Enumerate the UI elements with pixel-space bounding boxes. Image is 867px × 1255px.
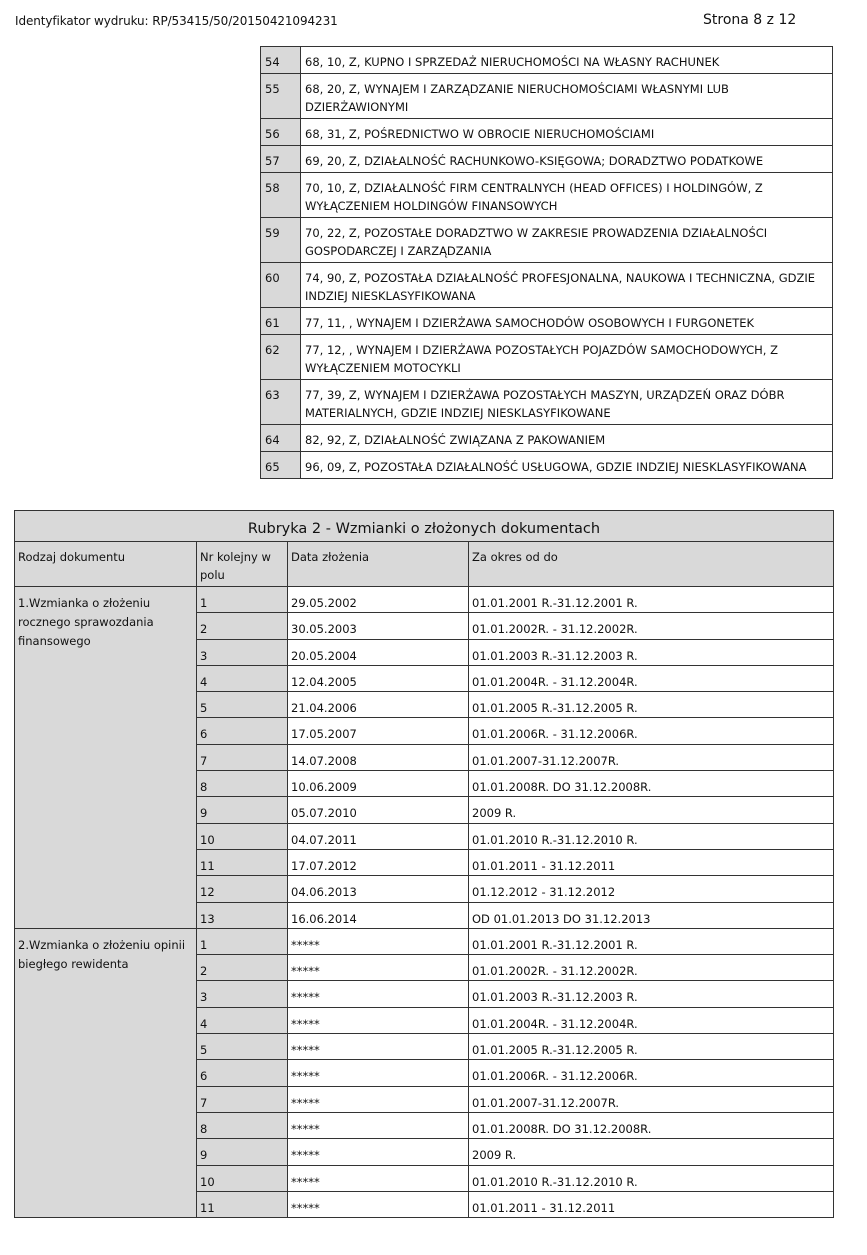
sequence-number-cell: 12 (197, 876, 288, 902)
sequence-number-cell: 4 (197, 665, 288, 691)
sequence-number-cell: 11 (197, 1191, 288, 1217)
col-header-document-type: Rodzaj dokumentu (15, 542, 197, 587)
sequence-number-cell: 5 (197, 1034, 288, 1060)
filing-date-cell: ***** (288, 1139, 469, 1165)
sequence-number-cell: 4 (197, 1007, 288, 1033)
rubryka-2-table (14, 510, 834, 1218)
pkd-row (261, 452, 833, 479)
sequence-number-cell: 3 (197, 639, 288, 665)
pkd-row-number: 54 (261, 47, 301, 74)
filing-date-cell: 16.06.2014 (288, 902, 469, 928)
pkd-row-number: 63 (261, 380, 301, 425)
period-cell: 01.01.2008R. DO 31.12.2008R. (469, 771, 834, 797)
period-cell: 01.01.2004R. - 31.12.2004R. (469, 1007, 834, 1033)
period-cell: 01.01.2003 R.-31.12.2003 R. (469, 981, 834, 1007)
period-cell: 2009 R. (469, 1139, 834, 1165)
filing-date-cell: ***** (288, 1112, 469, 1138)
pkd-row (261, 425, 833, 452)
period-cell: 01.01.2010 R.-31.12.2010 R. (469, 823, 834, 849)
filing-date-cell: ***** (288, 1086, 469, 1112)
pkd-row-description: 82, 92, Z, DZIAŁALNOŚĆ ZWIĄZANA Z PAKOWANIEM (301, 425, 833, 452)
sequence-number-cell: 9 (197, 797, 288, 823)
period-cell: 01.01.2006R. - 31.12.2006R. (469, 1060, 834, 1086)
sequence-number-cell: 7 (197, 744, 288, 770)
pkd-row-description: 70, 10, Z, DZIAŁALNOŚĆ FIRM CENTRALNYCH (HEAD OFFICES) I HOLDINGÓW, Z WYŁĄCZENIEM HOLDINGÓW FINANSOWYCH (301, 173, 833, 218)
col-header-filing-date: Data złożenia (288, 542, 469, 587)
pkd-row-number: 65 (261, 452, 301, 479)
period-cell: 01.01.2010 R.-31.12.2010 R. (469, 1165, 834, 1191)
pkd-row-description: 70, 22, Z, POZOSTAŁE DORADZTWO W ZAKRESIE PROWADZENIA DZIAŁALNOŚCI GOSPODARCZEJ I ZARZĄDZANIA (301, 218, 833, 263)
sequence-number-cell: 1 (197, 928, 288, 954)
filing-date-cell: ***** (288, 1007, 469, 1033)
filing-date-cell: 20.05.2004 (288, 639, 469, 665)
pkd-row-description: 77, 11, , WYNAJEM I DZIERŻAWA SAMOCHODÓW OSOBOWYCH I FURGONETEK (301, 308, 833, 335)
filing-date-cell: ***** (288, 928, 469, 954)
pkd-row-number: 58 (261, 173, 301, 218)
sequence-number-cell: 13 (197, 902, 288, 928)
sequence-number-cell: 8 (197, 1112, 288, 1138)
pkd-row-description: 77, 12, , WYNAJEM I DZIERŻAWA POZOSTAŁYCH POJAZDÓW SAMOCHODOWYCH, Z WYŁĄCZENIEM MOTOCYKLI (301, 335, 833, 380)
table-row (15, 587, 834, 613)
period-cell: 01.01.2006R. - 31.12.2006R. (469, 718, 834, 744)
period-cell: 01.01.2004R. - 31.12.2004R. (469, 665, 834, 691)
period-cell: 01.01.2007-31.12.2007R. (469, 1086, 834, 1112)
pkd-row (261, 146, 833, 173)
pkd-row-number: 62 (261, 335, 301, 380)
pkd-row-description: 68, 10, Z, KUPNO I SPRZEDAŻ NIERUCHOMOŚCI NA WŁASNY RACHUNEK (301, 47, 833, 74)
sequence-number-cell: 8 (197, 771, 288, 797)
pkd-row-description: 74, 90, Z, POZOSTAŁA DZIAŁALNOŚĆ PROFESJONALNA, NAUKOWA I TECHNICZNA, GDZIE INDZIEJ NIESKLASYFIKOWANA (301, 263, 833, 308)
filing-date-cell: 04.06.2013 (288, 876, 469, 902)
pkd-row-number: 55 (261, 74, 301, 119)
sequence-number-cell: 3 (197, 981, 288, 1007)
filing-date-cell: 17.05.2007 (288, 718, 469, 744)
filing-date-cell: 10.06.2009 (288, 771, 469, 797)
document-type-label: 2.Wzmianka o złożeniu opinii biegłego rewidenta (15, 928, 197, 1217)
pkd-row-description: 96, 09, Z, POZOSTAŁA DZIAŁALNOŚĆ USŁUGOWA, GDZIE INDZIEJ NIESKLASYFIKOWANA (301, 452, 833, 479)
period-cell: 01.01.2005 R.-31.12.2005 R. (469, 692, 834, 718)
pkd-row-number: 61 (261, 308, 301, 335)
sequence-number-cell: 5 (197, 692, 288, 718)
pkd-row-number: 57 (261, 146, 301, 173)
col-header-sequence-number: Nr kolejny w polu (197, 542, 288, 587)
pkd-row-number: 60 (261, 263, 301, 308)
period-cell: 01.01.2011 - 31.12.2011 (469, 1191, 834, 1217)
filing-date-cell: 21.04.2006 (288, 692, 469, 718)
pkd-row (261, 218, 833, 263)
rubryka-title: Rubryka 2 - Wzmianki o złożonych dokumentach (15, 511, 834, 542)
period-cell: 01.01.2007-31.12.2007R. (469, 744, 834, 770)
pkd-row (261, 173, 833, 218)
filing-date-cell: ***** (288, 1165, 469, 1191)
sequence-number-cell: 6 (197, 1060, 288, 1086)
pkd-row-number: 64 (261, 425, 301, 452)
period-cell: 01.01.2003 R.-31.12.2003 R. (469, 639, 834, 665)
period-cell: 01.01.2002R. - 31.12.2002R. (469, 955, 834, 981)
period-cell: 01.01.2002R. - 31.12.2002R. (469, 613, 834, 639)
pkd-table (260, 46, 833, 479)
sequence-number-cell: 2 (197, 955, 288, 981)
document-type-label: 1.Wzmianka o złożeniu rocznego sprawozdania finansowego (15, 587, 197, 929)
pkd-row-description: 77, 39, Z, WYNAJEM I DZIERŻAWA POZOSTAŁYCH MASZYN, URZĄDZEŃ ORAZ DÓBR MATERIALNYCH, GDZIE INDZIEJ NIESKLASYFIKOWANE (301, 380, 833, 425)
period-cell: 01.01.2011 - 31.12.2011 (469, 849, 834, 875)
filing-date-cell: ***** (288, 1060, 469, 1086)
pkd-row (261, 47, 833, 74)
filing-date-cell: 04.07.2011 (288, 823, 469, 849)
filing-date-cell: 12.04.2005 (288, 665, 469, 691)
period-cell: OD 01.01.2013 DO 31.12.2013 (469, 902, 834, 928)
pkd-row (261, 74, 833, 119)
period-cell: 01.01.2005 R.-31.12.2005 R. (469, 1034, 834, 1060)
pkd-row-number: 56 (261, 119, 301, 146)
pkd-row (261, 119, 833, 146)
sequence-number-cell: 11 (197, 849, 288, 875)
filing-date-cell: 29.05.2002 (288, 587, 469, 613)
sequence-number-cell: 2 (197, 613, 288, 639)
pkd-row-description: 68, 31, Z, POŚREDNICTWO W OBROCIE NIERUCHOMOŚCIAMI (301, 119, 833, 146)
period-cell: 01.01.2008R. DO 31.12.2008R. (469, 1112, 834, 1138)
filing-date-cell: 17.07.2012 (288, 849, 469, 875)
period-cell: 01.01.2001 R.-31.12.2001 R. (469, 587, 834, 613)
filing-date-cell: 05.07.2010 (288, 797, 469, 823)
period-cell: 01.12.2012 - 31.12.2012 (469, 876, 834, 902)
page-number: Strona 8 z 12 (703, 12, 797, 28)
sequence-number-cell: 10 (197, 1165, 288, 1191)
period-cell: 2009 R. (469, 797, 834, 823)
filing-date-cell: 14.07.2008 (288, 744, 469, 770)
filing-date-cell: ***** (288, 981, 469, 1007)
col-header-period: Za okres od do (469, 542, 834, 587)
print-identifier: Identyfikator wydruku: RP/53415/50/20150421094231 (15, 14, 338, 28)
pkd-row (261, 263, 833, 308)
pkd-row (261, 335, 833, 380)
pkd-row-description: 68, 20, Z, WYNAJEM I ZARZĄDZANIE NIERUCHOMOŚCIAMI WŁASNYMI LUB DZIERŻAWIONYMI (301, 74, 833, 119)
sequence-number-cell: 1 (197, 587, 288, 613)
pkd-row (261, 308, 833, 335)
filing-date-cell: ***** (288, 955, 469, 981)
column-header-row (15, 542, 834, 587)
pkd-row (261, 380, 833, 425)
pkd-row-description: 69, 20, Z, DZIAŁALNOŚĆ RACHUNKOWO-KSIĘGOWA; DORADZTWO PODATKOWE (301, 146, 833, 173)
sequence-number-cell: 6 (197, 718, 288, 744)
sequence-number-cell: 9 (197, 1139, 288, 1165)
filing-date-cell: 30.05.2003 (288, 613, 469, 639)
sequence-number-cell: 7 (197, 1086, 288, 1112)
sequence-number-cell: 10 (197, 823, 288, 849)
pkd-row-number: 59 (261, 218, 301, 263)
table-row (15, 928, 834, 954)
filing-date-cell: ***** (288, 1034, 469, 1060)
filing-date-cell: ***** (288, 1191, 469, 1217)
period-cell: 01.01.2001 R.-31.12.2001 R. (469, 928, 834, 954)
